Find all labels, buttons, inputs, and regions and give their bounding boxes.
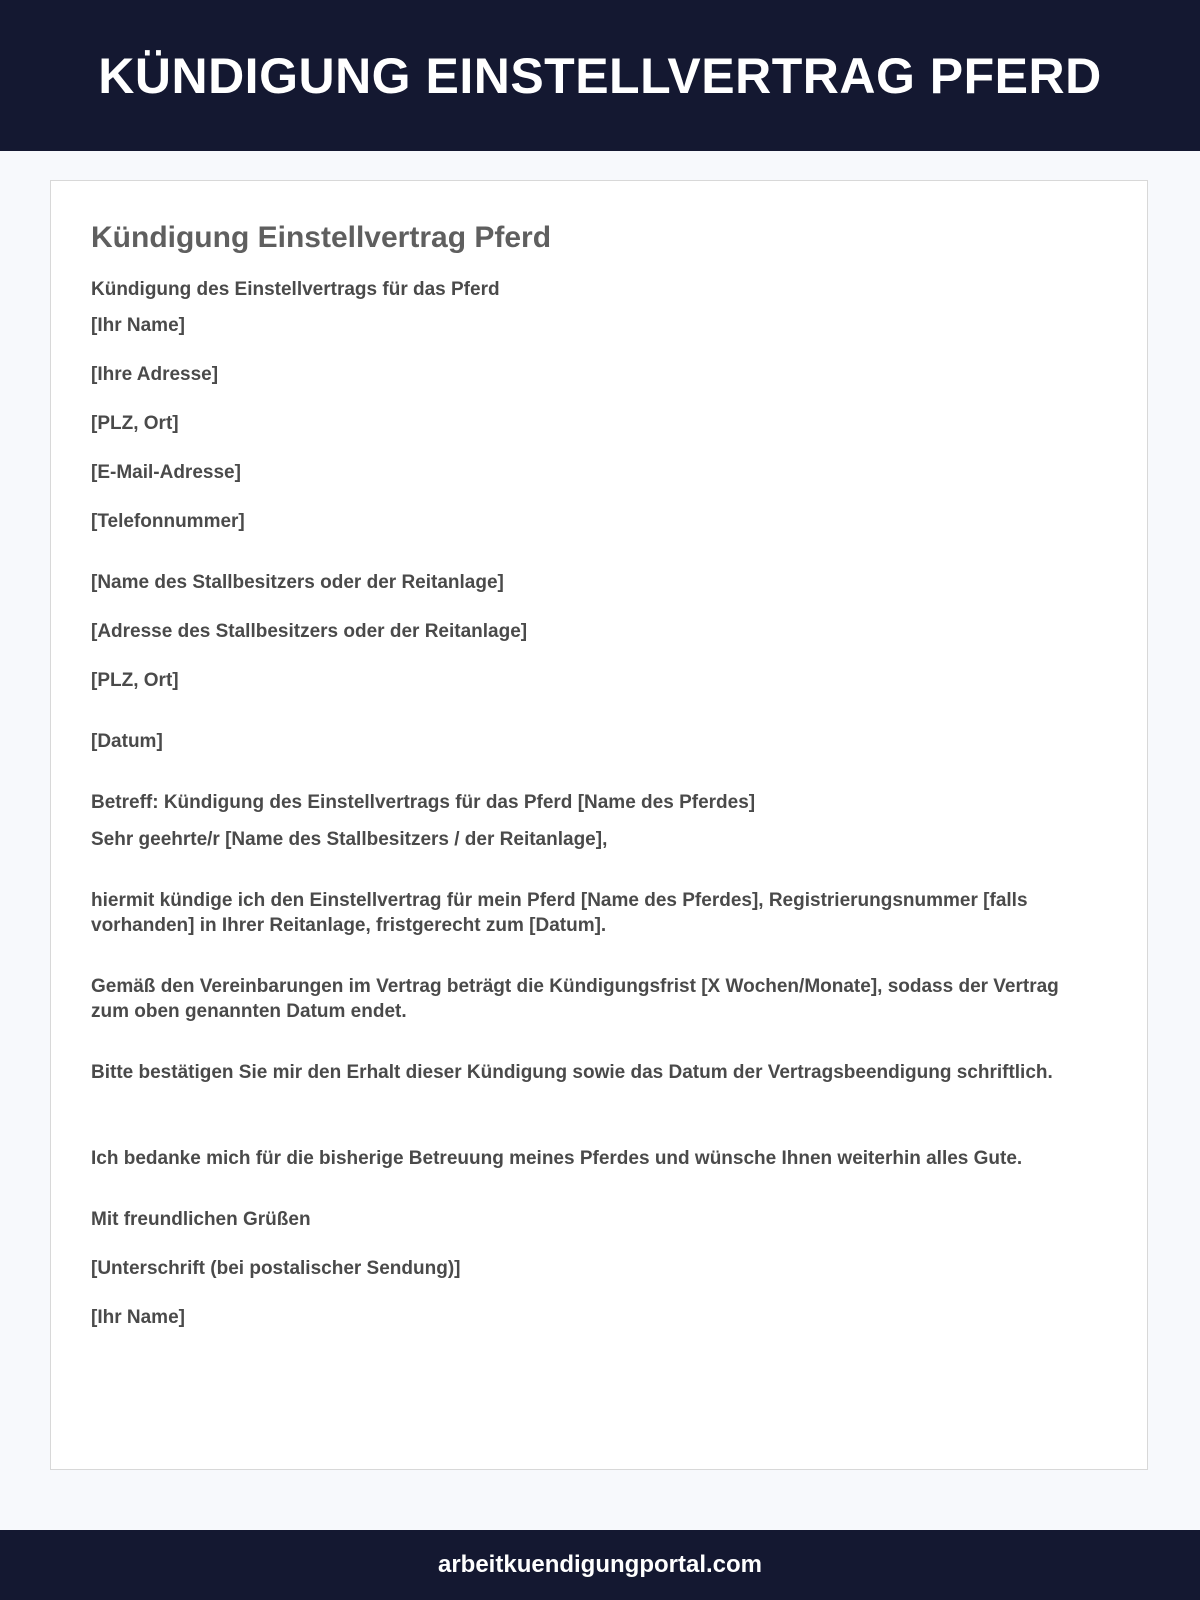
recipient-name: [Name des Stallbesitzers oder der Reitanlage] — [91, 572, 504, 593]
sender-postal-city: [PLZ, Ort] — [91, 413, 179, 434]
body-paragraph: Gemäß den Vereinbarungen im Vertrag beträgt die Kündigungsfrist [X Wochen/Monate], sodass der Vertrag zum oben genannten Datum endet. — [91, 976, 1059, 1022]
footer-site-link[interactable]: arbeitkuendigungportal.com — [437, 1551, 763, 1578]
page-header — [0, 0, 1200, 151]
sender-email: [E-Mail-Adresse] — [91, 462, 241, 483]
document-subtitle: Kündigung des Einstellvertrags für das Pferd — [91, 279, 500, 300]
body-paragraph: hiermit kündige ich den Einstellvertrag für mein Pferd [Name des Pferdes], Registrierungsnummer [falls vorhanden] in Ihrer Reitanlage, fristgerecht zum [Datum]. — [91, 890, 1028, 936]
sender-phone: [Telefonnummer] — [91, 511, 245, 532]
document-title: Kündigung Einstellvertrag Pferd — [91, 221, 552, 254]
sender-name: [Ihr Name] — [91, 315, 185, 336]
recipient-postal-city: [PLZ, Ort] — [91, 670, 179, 691]
letter-salutation: Sehr geehrte/r [Name des Stallbesitzers / der Reitanlage], — [91, 829, 608, 850]
recipient-address: [Adresse des Stallbesitzers oder der Reitanlage] — [91, 621, 528, 642]
signature-placeholder: [Unterschrift (bei postalischer Sendung)] — [91, 1258, 461, 1279]
body-paragraph: Ich bedanke mich für die bisherige Betreuung meines Pferdes und wünsche Ihnen weiterhin alles Gute. — [91, 1148, 1023, 1169]
letter-closing: Mit freundlichen Grüßen — [91, 1209, 311, 1230]
letter-card — [50, 180, 1148, 1470]
page-footer — [0, 1530, 1200, 1600]
signer-name: [Ihr Name] — [91, 1307, 185, 1328]
header-title: KÜNDIGUNG EINSTELLVERTRAG PFERD — [98, 47, 1102, 104]
sender-address: [Ihre Adresse] — [91, 364, 219, 385]
letter-date: [Datum] — [91, 731, 163, 752]
letter-subject: Betreff: Kündigung des Einstellvertrags für das Pferd [Name des Pferdes] — [91, 792, 756, 813]
body-paragraph: Bitte bestätigen Sie mir den Erhalt dieser Kündigung sowie das Datum der Vertragsbeendigung schriftlich. — [91, 1062, 1053, 1083]
